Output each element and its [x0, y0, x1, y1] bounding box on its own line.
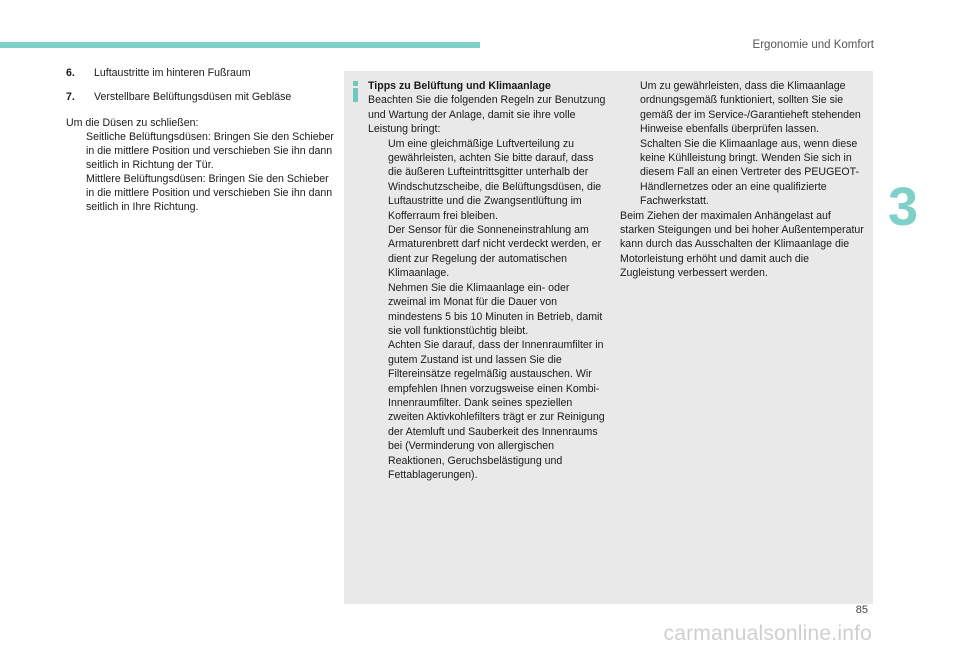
list-item-text: Schalten Sie die Klimaanlage aus, wenn diese keine Kühlleistung bringt. Wenden Sie sich in diesem Fall an einen Vertreter des PEUGEOT-Händlernetzes oder an eine qualifizierte Fachwerkstatt.	[640, 137, 860, 208]
info-icon	[352, 81, 359, 103]
left-column	[66, 66, 336, 214]
chapter-number: 3	[887, 177, 918, 237]
bullet-icon	[66, 172, 86, 214]
list-item	[368, 281, 608, 339]
bullet-icon	[368, 137, 388, 223]
header-accent-bar	[0, 42, 480, 48]
list-item	[368, 338, 608, 482]
list-item-text: Achten Sie darauf, dass der Innenraumfilter in gutem Zustand ist und lassen Sie die Filtereinsätze regelmäßig austauschen. Wir empfehlen Ihnen vorzugsweise einen Kombi-Innenraumfilter. Dank seines speziellen zweiten Aktivkohlefilters trägt er zur Reinigung der Atemluft und Sauberkeit des Innenraums bei (Verminderung von allergischen Reaktionen, Geruchsbelästigung und Fettablagerungen).	[388, 339, 605, 481]
tips-intro: Beachten Sie die folgenden Regeln zur Benutzung und Wartung der Anlage, damit sie ihre volle Leistung bringt:	[368, 94, 606, 136]
bullet-icon	[620, 137, 640, 209]
list-item	[368, 223, 608, 281]
tips-column-1	[368, 79, 608, 482]
list-item-text: Um zu gewährleisten, dass die Klimaanlage ordnungsgemäß funktioniert, sollten Sie sie gemäß der im Service-/Garantieheft stehenden Hinweise ebenfalls überprüfen lassen.	[640, 80, 861, 136]
watermark-link[interactable]: carmanualsonline.info	[663, 622, 872, 645]
page-number: 85	[855, 604, 868, 616]
tips-title: Tipps zu Belüftung und Klimaanlage	[368, 80, 551, 92]
tips-box	[344, 71, 873, 604]
bullet-icon	[620, 79, 640, 137]
list-item-text: Seitliche Belüftungsdüsen: Bringen Sie den Schieber in die mittlere Position und verschieben Sie ihn dann seitlich in Richtung der Tür.	[86, 131, 334, 171]
item-text: Luftaustritte im hinteren Fußraum	[94, 67, 251, 79]
list-item-text: Um eine gleichmäßige Luftverteilung zu gewährleisten, achten Sie bitte darauf, dass die äußeren Lufteintrittsgitter unterhalb der Windschutzscheibe, die Belüftungsdüsen, die Luftaustritte und die Zwangsentlüftung im Kofferraum frei bleiben.	[388, 137, 602, 222]
item-number: 7.	[66, 91, 75, 103]
list-item-text: Der Sensor für die Sonneneinstrahlung am Armaturenbrett darf nicht verdeckt werden, er dient zur Regelung der automatischen Klimaanlage.	[388, 224, 602, 280]
numbered-item	[66, 90, 336, 104]
list-item-text: Mittlere Belüftungsdüsen: Bringen Sie den Schieber in die mittlere Position und verschieben Sie ihn dann seitlich in Ihre Richtung.	[86, 173, 333, 213]
item-number: 6.	[66, 67, 75, 79]
bullet-icon	[368, 223, 388, 281]
tips-closing: Beim Ziehen der maximalen Anhängelast auf starken Steigungen und bei hoher Außentemperatur kann durch das Ausschalten der Klimaanlage die Motorleistung erhöht und damit auch die Zugleistung verbessert werden.	[620, 209, 864, 280]
list-item	[66, 130, 336, 172]
close-vents-intro: Um die Düsen zu schließen:	[66, 117, 199, 129]
list-item-text: Nehmen Sie die Klimaanlage ein- oder zweimal im Monat für die Dauer von mindestens 5 bis 10 Minuten in Betrieb, damit sie voll funktionstüchtig bleibt.	[388, 281, 603, 337]
section-title: Ergonomie und Komfort	[752, 39, 874, 51]
list-item	[620, 79, 865, 137]
bullet-icon	[368, 281, 388, 339]
bullet-icon	[66, 130, 86, 172]
list-item	[66, 172, 336, 214]
numbered-item	[66, 66, 336, 80]
list-item	[620, 137, 865, 209]
tips-column-2	[620, 79, 865, 281]
bullet-icon	[368, 338, 388, 482]
list-item	[368, 137, 608, 223]
item-text: Verstellbare Belüftungsdüsen mit Gebläse	[94, 91, 292, 103]
